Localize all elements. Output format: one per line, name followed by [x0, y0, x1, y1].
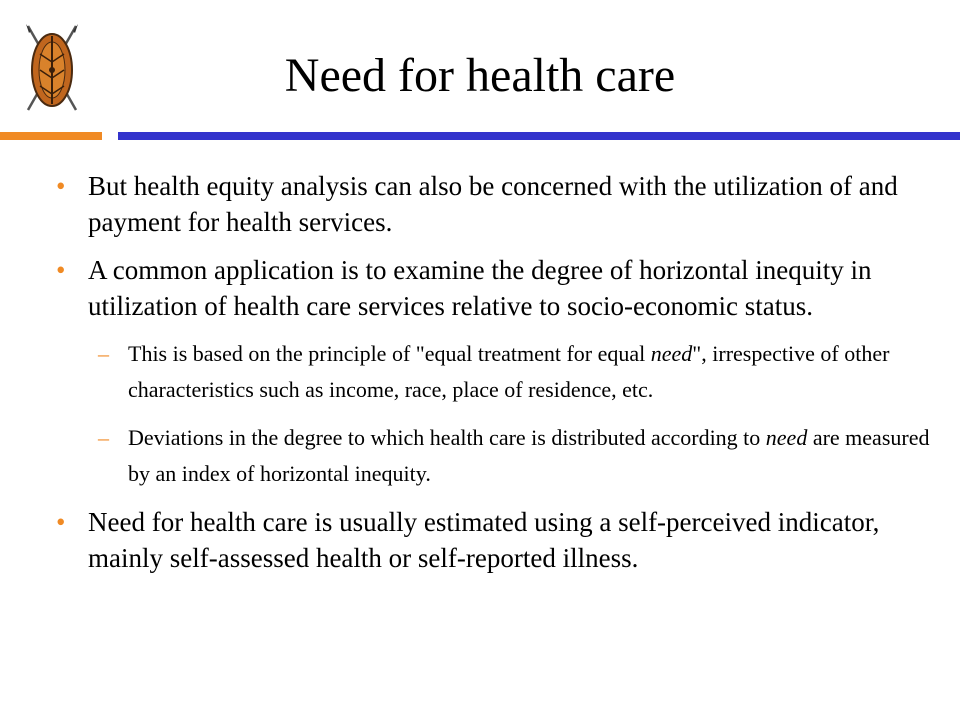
bullet-marker: • — [56, 171, 66, 201]
emphasis-text: need — [650, 341, 693, 366]
emphasis-text: need — [765, 425, 808, 450]
sub-bullet-marker: – — [98, 425, 109, 450]
bullet-text: But health equity analysis can also be concerned with the utilization of and payment for health services. — [88, 171, 898, 237]
bullet-item — [50, 504, 930, 576]
bullet-marker: • — [56, 255, 66, 285]
sub-bullet-marker: – — [98, 341, 109, 366]
shield-spears-icon — [22, 22, 82, 114]
slide-content — [50, 168, 930, 588]
sub-bullet-text: This is based on the principle of "equal treatment for equal need", irrespective of other characteristics such as income, race, place of residence, etc. — [128, 341, 890, 402]
bullet-text: Need for health care is usually estimated using a self-perceived indicator, mainly self-assessed health or self-reported illness. — [88, 507, 880, 573]
bullet-item — [50, 168, 930, 240]
sub-bullet-item — [50, 336, 930, 408]
bullet-item — [50, 252, 930, 324]
title-divider-orange — [0, 132, 102, 140]
bullet-text: A common application is to examine the degree of horizontal inequity in utilization of health care services relative to socio-economic status. — [88, 255, 872, 321]
sub-bullet-text: Deviations in the degree to which health care is distributed according to need are measured by an index of horizontal inequity. — [128, 425, 930, 486]
page-title: Need for health care — [284, 49, 676, 102]
title-divider-blue — [118, 132, 960, 140]
sub-bullet-item — [50, 420, 930, 492]
bullet-marker: • — [56, 507, 66, 537]
